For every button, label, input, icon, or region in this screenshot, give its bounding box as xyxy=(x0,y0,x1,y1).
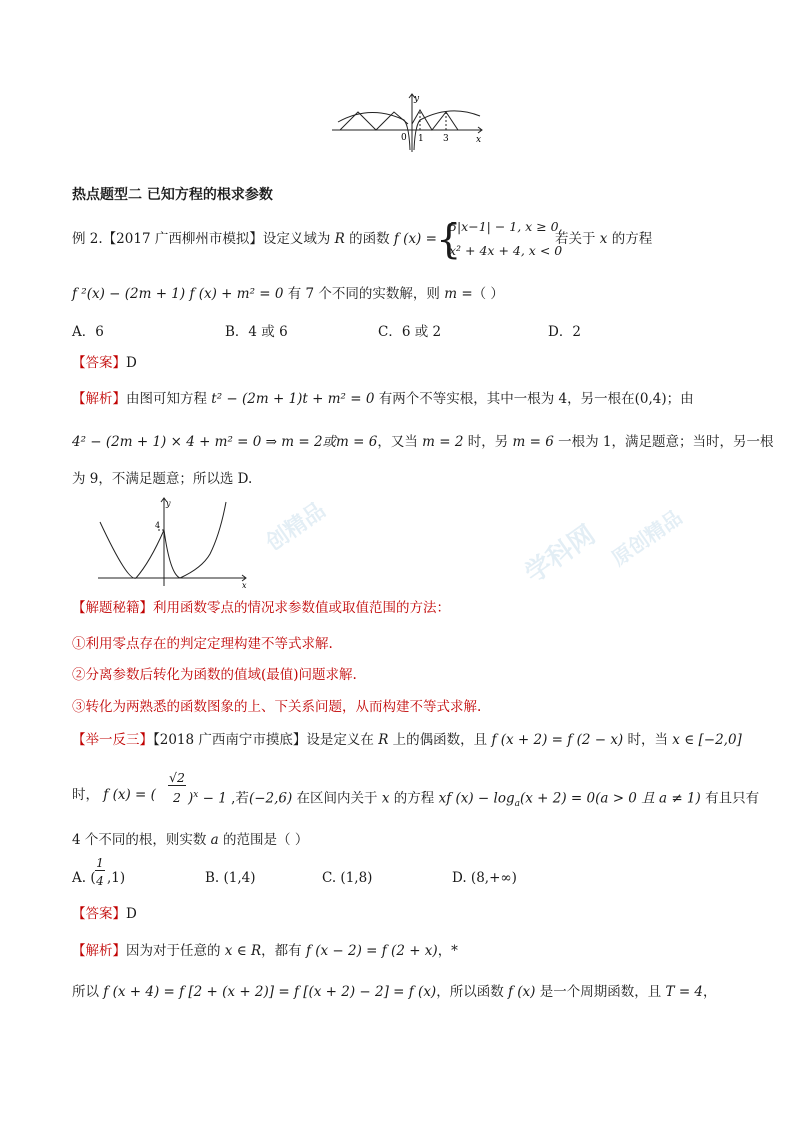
example2-answer xyxy=(72,353,137,373)
text: 的函数 xyxy=(344,231,394,247)
example2-analysis-line2 xyxy=(72,432,774,452)
exponent: x xyxy=(193,790,199,800)
y-label: y xyxy=(414,94,420,104)
frac-denominator: 2 xyxy=(173,790,181,805)
option-b: B．4 或 6 xyxy=(225,324,288,340)
text: ，都有 xyxy=(261,943,306,959)
function-name: f (x) = xyxy=(393,231,437,247)
minus-one: − 1 xyxy=(198,790,227,807)
domain-var: R xyxy=(334,231,345,247)
text: 时，另 xyxy=(463,434,513,450)
text: 上的偶函数，且 xyxy=(388,732,492,748)
equation: f (x + 2) = f (2 − x) xyxy=(491,732,624,748)
practice-line2-rest xyxy=(188,785,759,814)
equation: 4² − (2m + 1) × 4 + m² = 0 ⇒ m = 2或m = 6 xyxy=(72,434,378,450)
answer-tag: 【答案】 xyxy=(72,906,126,922)
practice-option-d: D. (8,+∞) xyxy=(452,870,517,886)
tick-3: 3 xyxy=(443,134,449,144)
paren: ) xyxy=(188,790,194,807)
interval: (0,4) xyxy=(634,391,667,407)
text: 一根为 1，满足题意；当时，另一根 xyxy=(553,434,774,450)
text: 的范围是（ ） xyxy=(218,832,309,848)
practice-line3 xyxy=(72,830,308,850)
example2-line1-tail xyxy=(555,229,652,249)
option-a-num: 1 xyxy=(96,856,104,870)
frac-numerator: √2 xyxy=(169,770,185,785)
text: 因为对于任意的 xyxy=(126,943,225,959)
practice-line2-start xyxy=(72,785,156,805)
answer-tag: 【答案】 xyxy=(72,355,126,371)
tips-item-2: ②分离参数后转化为函数的值域(最值)问题求解. xyxy=(72,667,357,683)
m-equals: m = xyxy=(444,286,473,302)
practice-tag: 【举一反三】 xyxy=(72,732,153,748)
text: 有两个不等实根，其中一根为 4，另一根在 xyxy=(374,391,635,407)
log-curve-left xyxy=(338,112,410,150)
equation: f ²(x) − (2m + 1) f (x) + m² = 0 xyxy=(72,286,284,302)
practice-option-a xyxy=(72,868,96,888)
text: ，* xyxy=(437,943,458,959)
y-label: y xyxy=(166,499,171,508)
tips-item-3: ③转化为两熟悉的函数图象的上、下关系问题，从而构建不等式求解. xyxy=(72,699,482,715)
text: ,若 xyxy=(226,790,249,807)
top-function-graph xyxy=(330,90,490,154)
parabola-left xyxy=(100,522,164,578)
section-title: 热点题型二 已知方程的根求参数 xyxy=(72,187,273,203)
practice-answer xyxy=(72,904,137,924)
tick-0: 0 xyxy=(401,133,407,143)
analysis-tag: 【解析】 xyxy=(72,943,126,959)
example-number: 例 2. xyxy=(72,231,103,247)
watermark-brand3: 原创精品 xyxy=(608,506,687,571)
interval: (−2,6) xyxy=(248,790,293,807)
equation: t² − (2m + 1)t + m² = 0 xyxy=(211,391,375,407)
period: T = 4 xyxy=(665,984,704,1000)
text: 有且只有 xyxy=(700,790,760,807)
equation: xf (x) − log xyxy=(438,790,515,807)
piecewise-brace: { xyxy=(436,217,462,263)
x-label: x xyxy=(476,135,482,145)
text: 4 个不同的根，则实数 xyxy=(72,832,211,848)
interval: x ∈ [−2,0] xyxy=(672,732,742,748)
answer-value: D xyxy=(126,906,137,922)
equation: m = 6 xyxy=(512,434,554,450)
tips-intro: 利用函数零点的情况求参数值或取值范围的方法： xyxy=(153,600,450,616)
text: ；由 xyxy=(666,391,694,407)
answer-value: D xyxy=(126,355,137,371)
text: 设是定义在 xyxy=(306,732,379,748)
tips-tag: 【解题秘籍】 xyxy=(72,600,153,616)
answer-blank: （ ） xyxy=(472,286,504,302)
option-a-tail: ,1) xyxy=(107,870,126,886)
tips-item-1: ①利用零点存在的判定定理构建不等式求解. xyxy=(72,636,333,652)
text: 由图可知方程 xyxy=(126,391,212,407)
domain-var: R xyxy=(378,732,389,748)
watermark-brand1: 创精品 xyxy=(261,497,330,556)
equation: f (x − 2) = f (2 + x) xyxy=(305,943,438,959)
watermark-brand2: 学科网 xyxy=(519,519,601,589)
value-4: 4 xyxy=(155,521,161,530)
practice-analysis-line1 xyxy=(72,941,458,961)
var-x: x xyxy=(599,231,608,247)
x-label: x xyxy=(242,581,247,588)
equation: m = 2 xyxy=(422,434,464,450)
piecewise-case1: 5|x−1| − 1, x ≥ 0, xyxy=(449,219,563,234)
equation: f (x + 4) = f [2 + (x + 2)] = f [(x + 2) − 2] = f (x) xyxy=(103,984,437,1000)
example2-line1 xyxy=(72,229,437,249)
text: 是一个周期函数，且 xyxy=(535,984,666,1000)
practice-source: 【2018 广西南宁市摸底】 xyxy=(153,732,307,748)
option-a: A．6 xyxy=(72,324,104,340)
practice-option-c: C. (1,8) xyxy=(322,870,373,886)
example2-analysis-line1 xyxy=(72,389,694,409)
option-c: C．6 或 2 xyxy=(378,324,442,340)
example2-analysis-line3: 为 9，不满足题意；所以选 D. xyxy=(72,471,253,487)
function-expr: f (x) = ( xyxy=(103,787,156,803)
practice-analysis-line2 xyxy=(72,982,717,1002)
text: ，又当 xyxy=(377,434,423,450)
var-x: x xyxy=(381,790,390,807)
text: ，所以函数 xyxy=(436,984,508,1000)
text: ， xyxy=(703,984,717,1000)
text: 的方程 xyxy=(607,231,653,247)
text: 时， xyxy=(72,787,104,803)
analysis-graph xyxy=(92,494,252,588)
practice-option-b: B. (1,4) xyxy=(205,870,256,886)
text: 设定义域为 xyxy=(262,231,335,247)
var-a: a xyxy=(210,832,219,848)
text: 时，当 xyxy=(623,732,673,748)
practice-line1 xyxy=(72,730,742,750)
text: 的方程 xyxy=(389,790,439,807)
text: A. ( xyxy=(72,870,96,886)
piecewise-case2: x² + 4x + 4, x < 0 xyxy=(449,243,563,258)
function-name: f (x) xyxy=(508,984,536,1000)
analysis-tag: 【解析】 xyxy=(72,391,126,407)
equation: (x + 2) = 0(a > 0 且 a ≠ 1) xyxy=(519,790,701,807)
text: 有 7 个不同的实数解，则 xyxy=(283,286,445,302)
log-base: a xyxy=(514,799,520,810)
text: 所以 xyxy=(72,984,104,1000)
example2-line2 xyxy=(72,284,504,304)
tips-heading xyxy=(72,598,450,618)
example-source: 【2017 广西柳州市模拟】 xyxy=(102,231,263,247)
option-d: D．2 xyxy=(548,324,581,340)
option-a-den: 4 xyxy=(96,874,104,888)
curve-right xyxy=(164,502,226,578)
equation: x ∈ R xyxy=(224,943,262,959)
text: 在区间内关于 xyxy=(292,790,382,807)
tick-1: 1 xyxy=(418,134,424,144)
text: 若关于 xyxy=(555,231,600,247)
zigzag-left xyxy=(340,112,408,130)
zigzag-right xyxy=(412,110,458,130)
